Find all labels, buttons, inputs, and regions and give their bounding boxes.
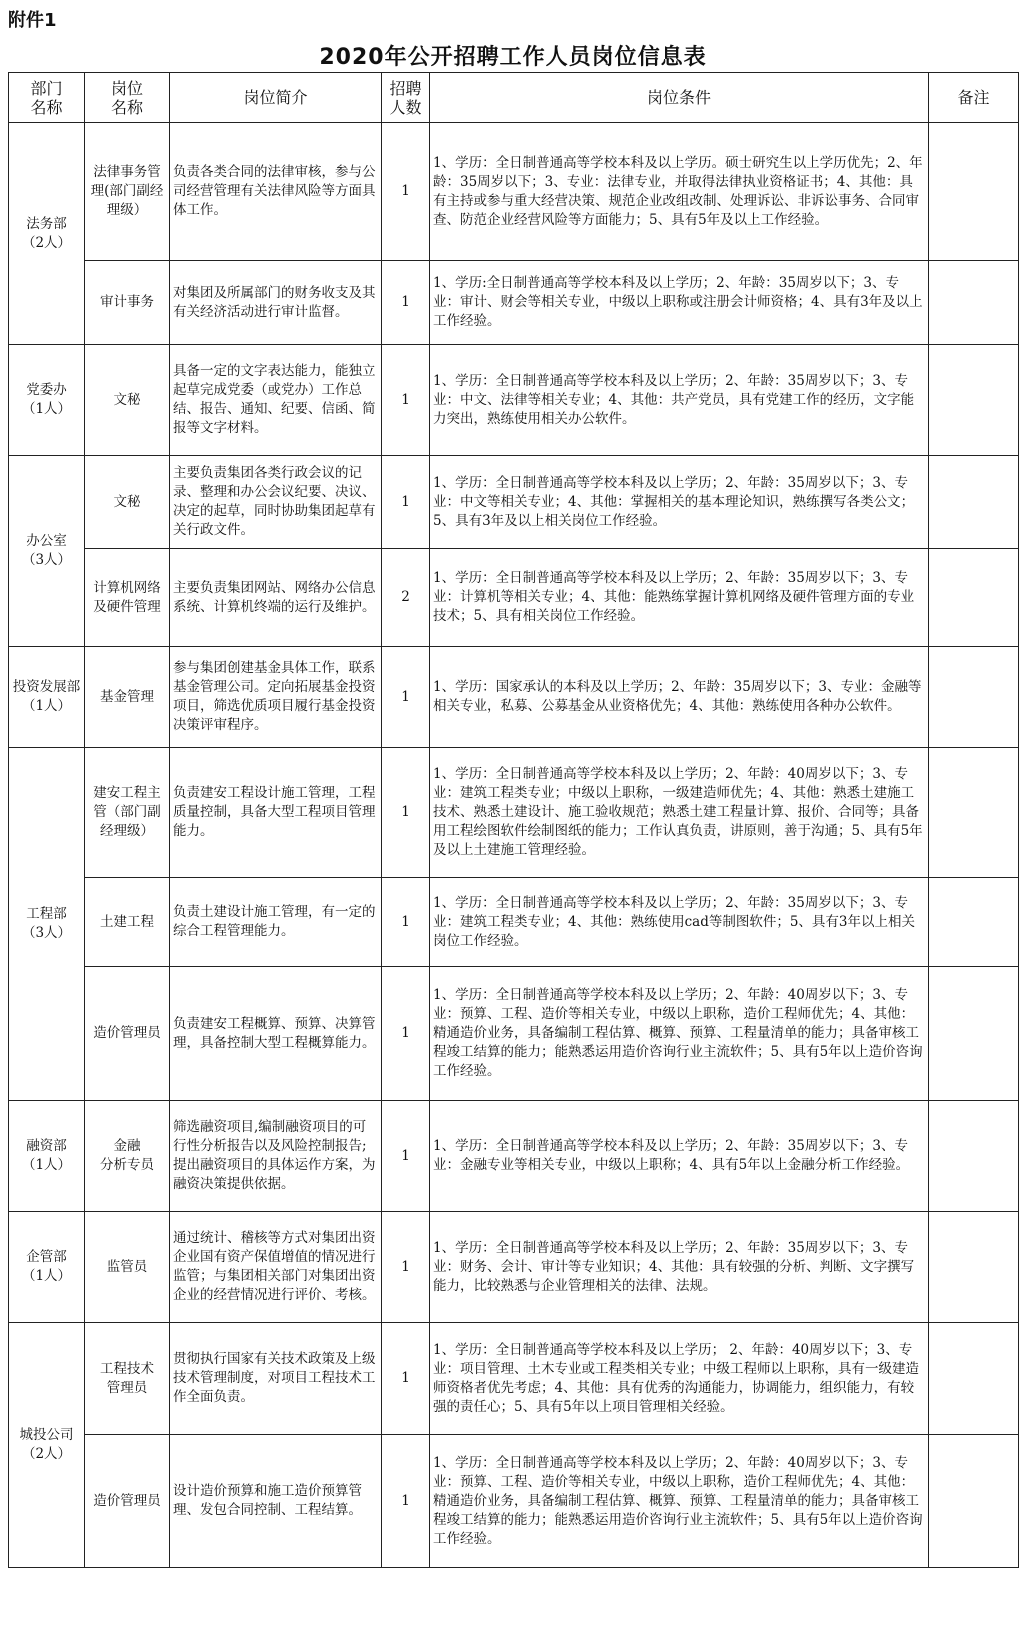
headcount-cell: 1 (382, 1435, 430, 1568)
headcount-cell: 1 (382, 456, 430, 549)
conditions-cell: 1、学历：全日制普通高等学校本科及以上学历；2、年龄：40周岁以下；3、专业：预算、工程、造价等相关专业，中级以上职称，造价工程师优先；4、其他：精通造价业务，具备编制工程估算、概算、预算、工程量清单的能力；具备审核工程竣工结算的能力；能熟悉运用造价咨询行业主流软件；5、具有5年以上造价咨询工作经验。 (430, 1435, 929, 1568)
headcount-cell: 1 (382, 1212, 430, 1323)
position-name-cell: 建安工程主管（部门副经理级） (85, 748, 170, 878)
position-intro-cell: 负责建安工程设计施工管理，工程质量控制，具备大型工程项目管理能力。 (170, 748, 382, 878)
table-row (9, 345, 1019, 456)
position-intro-cell: 对集团及所属部门的财务收支及其有关经济活动进行审计监督。 (170, 261, 382, 345)
table-row (9, 1212, 1019, 1323)
headcount-cell: 1 (382, 123, 430, 261)
header-remarks: 备注 (929, 73, 1019, 123)
conditions-cell: 1、学历：全日制普通高等学校本科及以上学历；2、年龄：35周岁以下；3、专业：中文等相关专业；4、其他：掌握相关的基本理论知识，熟练撰写各类公文；5、具有3年及以上相关岗位工作经验。 (430, 456, 929, 549)
position-intro-cell: 具备一定的文字表达能力，能独立起草完成党委（或党办）工作总结、报告、通知、纪要、信函、简报等文字材料。 (170, 345, 382, 456)
headcount-cell: 1 (382, 261, 430, 345)
remarks-cell (929, 123, 1019, 261)
table-row (9, 1435, 1019, 1568)
conditions-cell: 1、学历：全日制普通高等学校本科及以上学历；2、年龄：40周岁以下；3、专业：建筑工程类专业；中级以上职称，一级建造师优先；4、其他：熟悉土建施工技术、熟悉土建设计、施工验收规范；熟悉土建工程量计算、报价、合同等；具备用工程绘图软件绘制图纸的能力；工作认真负责，讲原则，善于沟通；5、具有5年及以上土建施工管理经验。 (430, 748, 929, 878)
header-row (9, 73, 1019, 123)
position-name-cell: 文秘 (85, 345, 170, 456)
remarks-cell (929, 1323, 1019, 1435)
table-body (9, 123, 1019, 1568)
conditions-cell: 1、学历：全日制普通高等学校本科及以上学历；2、年龄：35周岁以下；3、专业：中文、法律等相关专业；4、其他：共产党员，具有党建工作的经历，文字能力突出，熟练使用相关办公软件。 (430, 345, 929, 456)
conditions-cell: 1、学历：全日制普通高等学校本科及以上学历；2、年龄：40周岁以下；3、专业：预算、工程、造价等相关专业，中级以上职称，造价工程师优先；4、其他：精通造价业务，具备编制工程估算、概算、预算、工程量清单的能力；具备审核工程竣工结算的能力；能熟悉运用造价咨询行业主流软件；5、具有5年以上造价咨询工作经验。 (430, 967, 929, 1101)
dept-name-cell: 工程部 （3人） (9, 748, 85, 1101)
header-dept: 部门 名称 (9, 73, 85, 123)
remarks-cell (929, 549, 1019, 647)
headcount-cell: 1 (382, 748, 430, 878)
table-row (9, 1101, 1019, 1212)
position-intro-cell: 负责土建设计施工管理，有一定的综合工程管理能力。 (170, 878, 382, 967)
headcount-cell: 1 (382, 1101, 430, 1212)
position-name-cell: 审计事务 (85, 261, 170, 345)
header-intro: 岗位简介 (170, 73, 382, 123)
headcount-cell: 1 (382, 647, 430, 748)
dept-name-cell: 党委办 （1人） (9, 345, 85, 456)
job-info-table (8, 72, 1019, 1568)
remarks-cell (929, 878, 1019, 967)
position-name-cell: 造价管理员 (85, 1435, 170, 1568)
conditions-cell: 1、学历：全日制普通高等学校本科及以上学历；2、年龄：35周岁以下；3、专业：计算机等相关专业；4、其他：能熟练掌握计算机网络及硬件管理方面的专业技术；5、具有相关岗位工作经验。 (430, 549, 929, 647)
conditions-cell: 1、学历：全日制普通高等学校本科及以上学历；2、年龄：35周岁以下；3、专业：金融专业等相关专业，中级以上职称；4、具有5年以上金融分析工作经验。 (430, 1101, 929, 1212)
position-name-cell: 工程技术 管理员 (85, 1323, 170, 1435)
headcount-cell: 1 (382, 1323, 430, 1435)
position-name-cell: 基金管理 (85, 647, 170, 748)
position-name-cell: 金融 分析专员 (85, 1101, 170, 1212)
position-intro-cell: 设计造价预算和施工造价预算管理、发包合同控制、工程结算。 (170, 1435, 382, 1568)
position-intro-cell: 筛选融资项目,编制融资项目的可行性分析报告以及风险控制报告;提出融资项目的具体运作方案，为融资决策提供依据。 (170, 1101, 382, 1212)
table-row (9, 549, 1019, 647)
conditions-cell: 1、学历:全日制普通高等学校本科及以上学历；2、年龄：35周岁以下；3、专业：审计、财会等相关专业，中级以上职称或注册会计师资格；4、具有3年及以上工作经验。 (430, 261, 929, 345)
table-row (9, 967, 1019, 1101)
position-intro-cell: 通过统计、稽核等方式对集团出资企业国有资产保值增值的情况进行监管；与集团相关部门对集团出资企业的经营情况进行评价、考核。 (170, 1212, 382, 1323)
conditions-cell: 1、学历：国家承认的本科及以上学历；2、年龄：35周岁以下；3、专业：金融等相关专业，私募、公募基金从业资格优先；4、其他：熟练使用各种办公软件。 (430, 647, 929, 748)
conditions-cell: 1、学历：全日制普通高等学校本科及以上学历；2、年龄：35周岁以下；3、专业：建筑工程类专业；4、其他：熟练使用cad等制图软件；5、具有3年以上相关岗位工作经验。 (430, 878, 929, 967)
table-row (9, 748, 1019, 878)
position-name-cell: 造价管理员 (85, 967, 170, 1101)
position-intro-cell: 贯彻执行国家有关技术政策及上级技术管理制度，对项目工程技术工作全面负责。 (170, 1323, 382, 1435)
headcount-cell: 1 (382, 345, 430, 456)
position-name-cell: 法律事务管理(部门副经理级） (85, 123, 170, 261)
position-intro-cell: 参与集团创建基金具体工作，联系基金管理公司。定向拓展基金投资项目，筛选优质项目履行基金投资决策评审程序。 (170, 647, 382, 748)
position-name-cell: 计算机网络及硬件管理 (85, 549, 170, 647)
position-intro-cell: 主要负责集团网站、网络办公信息系统、计算机终端的运行及维护。 (170, 549, 382, 647)
remarks-cell (929, 456, 1019, 549)
header-count: 招聘 人数 (382, 73, 430, 123)
remarks-cell (929, 1212, 1019, 1323)
annex-label: 附件1 (8, 10, 57, 31)
position-name-cell: 监管员 (85, 1212, 170, 1323)
conditions-cell: 1、学历：全日制普通高等学校本科及以上学历。硕士研究生以上学历优先；2、年龄：35周岁以下；3、专业：法律专业，并取得法律执业资格证书；4、其他：具有主持或参与重大经营决策、规范企业改组改制、处理诉讼、非诉讼事务、合同审查、防范企业经营风险等方面能力；5、具有5年及以上工作经验。 (430, 123, 929, 261)
remarks-cell (929, 967, 1019, 1101)
table-row (9, 456, 1019, 549)
remarks-cell (929, 1101, 1019, 1212)
dept-name-cell: 融资部 （1人） (9, 1101, 85, 1212)
dept-name-cell: 城投公司 （2人） (9, 1323, 85, 1568)
remarks-cell (929, 1435, 1019, 1568)
headcount-cell: 1 (382, 878, 430, 967)
header-position: 岗位 名称 (85, 73, 170, 123)
remarks-cell (929, 748, 1019, 878)
remarks-cell (929, 345, 1019, 456)
headcount-cell: 1 (382, 967, 430, 1101)
dept-name-cell: 企管部 （1人） (9, 1212, 85, 1323)
conditions-cell: 1、学历：全日制普通高等学校本科及以上学历； 2、年龄：40周岁以下；3、专业：项目管理、土木专业或工程类相关专业；中级工程师以上职称，具有一级建造师资格者优先考虑；4、其他：具有优秀的沟通能力，协调能力，组织能力，有较强的责任心；5、具有5年以上项目管理相关经验。 (430, 1323, 929, 1435)
table-row (9, 261, 1019, 345)
remarks-cell (929, 647, 1019, 748)
position-intro-cell: 负责建安工程概算、预算、决算管理，具备控制大型工程概算能力。 (170, 967, 382, 1101)
position-name-cell: 土建工程 (85, 878, 170, 967)
position-intro-cell: 主要负责集团各类行政会议的记录、整理和办公会议纪要、决议、决定的起草，同时协助集团起草有关行政文件。 (170, 456, 382, 549)
table-row (9, 123, 1019, 261)
page-title: 2020年公开招聘工作人员岗位信息表 (319, 45, 707, 70)
table-row (9, 1323, 1019, 1435)
dept-name-cell: 投资发展部 （1人） (9, 647, 85, 748)
table-row (9, 878, 1019, 967)
headcount-cell: 2 (382, 549, 430, 647)
position-intro-cell: 负责各类合同的法律审核，参与公司经营管理有关法律风险等方面具体工作。 (170, 123, 382, 261)
position-name-cell: 文秘 (85, 456, 170, 549)
remarks-cell (929, 261, 1019, 345)
conditions-cell: 1、学历：全日制普通高等学校本科及以上学历；2、年龄：35周岁以下；3、专业：财务、会计、审计等专业知识；4、其他：具有较强的分析、判断、文字撰写能力，比较熟悉与企业管理相关的法律、法规。 (430, 1212, 929, 1323)
dept-name-cell: 办公室 （3人） (9, 456, 85, 647)
header-conditions: 岗位条件 (430, 73, 929, 123)
dept-name-cell: 法务部 （2人） (9, 123, 85, 345)
table-row (9, 647, 1019, 748)
